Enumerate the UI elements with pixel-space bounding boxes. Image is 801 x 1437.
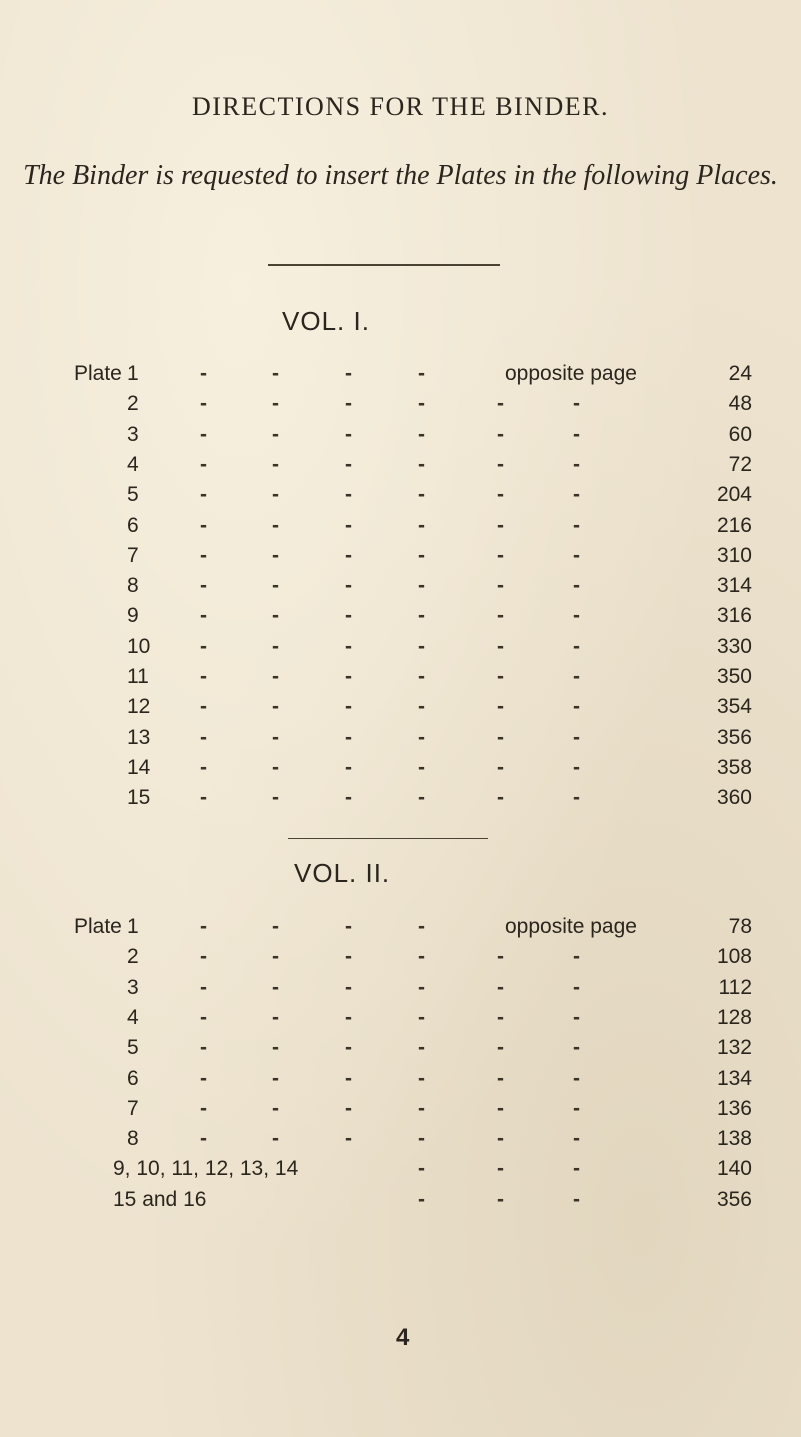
- page-number: 360: [716, 786, 752, 810]
- leader-dash: -: [200, 362, 207, 385]
- plate-row: [0, 362, 801, 393]
- page-number: 72: [728, 452, 752, 476]
- leader-dash: -: [497, 786, 504, 810]
- plate-row: [0, 574, 801, 605]
- plate-number: 13: [127, 725, 151, 749]
- leader-dash: -: [418, 634, 425, 658]
- leader-dash: -: [200, 513, 207, 537]
- leader-dash: -: [573, 755, 580, 779]
- leader-dash: -: [497, 945, 504, 969]
- leader-dash: -: [573, 1187, 580, 1211]
- plate-number: 5: [127, 483, 139, 507]
- page-number: 316: [716, 604, 752, 628]
- binder-note: The Binder is requested to insert the Plates in the following Places.: [23, 160, 778, 191]
- leader-dash: -: [345, 1005, 352, 1029]
- plate-row: [0, 514, 801, 545]
- page-number: 358: [716, 755, 752, 779]
- leader-dash: -: [497, 422, 504, 446]
- plate-row: [0, 544, 801, 575]
- leader-dash: -: [573, 695, 580, 719]
- leader-dash: -: [200, 574, 207, 598]
- leader-dash: -: [497, 392, 504, 416]
- leader-dash: -: [573, 1096, 580, 1120]
- leader-dash: -: [345, 634, 352, 658]
- plate-number: 14: [127, 755, 151, 779]
- plate-row: [0, 945, 801, 976]
- leader-dash: -: [345, 915, 352, 938]
- plate-number: 10: [127, 634, 151, 658]
- plate-number: 4: [127, 452, 139, 476]
- leader-dash: -: [345, 725, 352, 749]
- leader-dash: -: [200, 392, 207, 416]
- leader-dash: -: [200, 543, 207, 567]
- leader-dash: -: [272, 543, 279, 567]
- page-number: 24: [728, 362, 752, 385]
- page-number: 48: [728, 392, 752, 416]
- leader-dash: -: [418, 543, 425, 567]
- leader-dash: -: [418, 945, 425, 969]
- plate-row: [0, 1067, 801, 1098]
- plate-row: [0, 1157, 801, 1188]
- page-number: 216: [716, 513, 752, 537]
- plate-number: 11: [127, 665, 149, 688]
- leader-dash: -: [497, 483, 504, 507]
- plate-row: [0, 1006, 801, 1037]
- page-heading: DIRECTIONS FOR THE BINDER.: [192, 92, 609, 121]
- plate-row: [0, 786, 801, 817]
- leader-dash: -: [345, 422, 352, 446]
- leader-dash: -: [200, 1005, 207, 1029]
- leader-dash: -: [497, 574, 504, 598]
- leader-dash: -: [200, 945, 207, 969]
- plate-number: 7: [127, 543, 139, 567]
- plate-number: 7: [127, 1096, 139, 1120]
- volume-2-title: VOL. II.: [294, 858, 391, 888]
- leader-dash: -: [497, 604, 504, 628]
- plate-number: 4: [127, 1005, 139, 1029]
- leader-dash: -: [497, 1187, 504, 1211]
- leader-dash: -: [497, 1066, 504, 1090]
- leader-dash: -: [272, 975, 279, 999]
- page-number: 140: [716, 1157, 752, 1181]
- page-number: 78: [728, 915, 752, 938]
- plate-row: [0, 483, 801, 514]
- leader-dash: -: [345, 604, 352, 628]
- leader-dash: -: [418, 574, 425, 598]
- plate-row: [0, 453, 801, 484]
- leader-dash: -: [345, 362, 352, 385]
- plate-number: 5: [127, 1036, 139, 1060]
- page-number: 356: [716, 1187, 752, 1211]
- leader-dash: -: [200, 755, 207, 779]
- leader-dash: -: [345, 452, 352, 476]
- plate-number: 2: [127, 945, 139, 969]
- plate-row: [0, 915, 801, 946]
- leader-dash: -: [573, 452, 580, 476]
- leader-dash: -: [345, 483, 352, 507]
- leader-dash: -: [200, 975, 207, 999]
- plate-row: [0, 635, 801, 666]
- plate-number: 8: [127, 574, 139, 598]
- leader-dash: -: [418, 915, 425, 938]
- leader-dash: -: [200, 665, 207, 688]
- leader-dash: -: [200, 604, 207, 628]
- leader-dash: -: [573, 1005, 580, 1029]
- leader-dash: -: [418, 1036, 425, 1060]
- leader-dash: -: [418, 513, 425, 537]
- page-number: 60: [728, 422, 752, 446]
- leader-dash: -: [272, 362, 279, 385]
- leader-dash: -: [200, 1096, 207, 1120]
- leader-dash: -: [200, 1036, 207, 1060]
- leader-dash: -: [272, 695, 279, 719]
- leader-dash: -: [497, 695, 504, 719]
- leader-dash: -: [272, 513, 279, 537]
- leader-dash: -: [497, 1036, 504, 1060]
- leader-dash: -: [272, 452, 279, 476]
- leader-dash: -: [573, 1036, 580, 1060]
- plate-row: [0, 1127, 801, 1158]
- leader-dash: -: [497, 1005, 504, 1029]
- leader-dash: -: [497, 634, 504, 658]
- leader-dash: -: [345, 975, 352, 999]
- plate-number: 3: [127, 975, 139, 999]
- leader-dash: -: [200, 452, 207, 476]
- leader-dash: -: [418, 604, 425, 628]
- plate-row: [0, 423, 801, 454]
- leader-dash: -: [418, 695, 425, 719]
- leader-dash: -: [272, 915, 279, 938]
- leader-dash: -: [272, 1005, 279, 1029]
- leader-dash: -: [573, 1157, 580, 1181]
- plate-number: 12: [127, 695, 151, 719]
- leader-dash: -: [497, 452, 504, 476]
- leader-dash: -: [418, 975, 425, 999]
- plate-number: 2: [127, 392, 139, 416]
- leader-dash: -: [418, 452, 425, 476]
- leader-dash: -: [345, 574, 352, 598]
- leader-dash: -: [418, 1157, 425, 1181]
- leader-dash: -: [573, 725, 580, 749]
- leader-dash: -: [272, 755, 279, 779]
- plate-number: 6: [127, 513, 139, 537]
- plate-row: [0, 695, 801, 726]
- leader-dash: -: [418, 1005, 425, 1029]
- leader-dash: -: [200, 483, 207, 507]
- page-number: 204: [716, 483, 752, 507]
- leader-dash: -: [200, 634, 207, 658]
- plate-number: 15: [127, 786, 151, 810]
- leader-dash: -: [345, 695, 352, 719]
- leader-dash: -: [573, 513, 580, 537]
- leader-dash: -: [272, 1036, 279, 1060]
- page-number: 350: [716, 665, 752, 688]
- leader-dash: -: [272, 392, 279, 416]
- leader-dash: -: [272, 604, 279, 628]
- opposite-page-label: opposite page: [505, 915, 637, 938]
- plate-row: [0, 392, 801, 423]
- leader-dash: -: [573, 786, 580, 810]
- leader-dash: -: [272, 1066, 279, 1090]
- page-number-footer: 4: [396, 1324, 410, 1351]
- leader-dash: -: [200, 422, 207, 446]
- leader-dash: -: [272, 634, 279, 658]
- plate-row: [0, 1188, 801, 1219]
- leader-dash: -: [272, 1127, 279, 1151]
- leader-dash: -: [573, 634, 580, 658]
- plate-number: 15 and 16: [113, 1187, 207, 1211]
- leader-dash: -: [497, 725, 504, 749]
- leader-dash: -: [200, 725, 207, 749]
- leader-dash: -: [272, 574, 279, 598]
- leader-dash: -: [200, 786, 207, 810]
- leader-dash: -: [272, 945, 279, 969]
- leader-dash: -: [497, 665, 504, 688]
- leader-dash: -: [345, 945, 352, 969]
- page-number: 138: [716, 1127, 752, 1151]
- page-number: 108: [716, 945, 752, 969]
- leader-dash: -: [272, 665, 279, 688]
- plate-number: 8: [127, 1127, 139, 1151]
- leader-dash: -: [418, 725, 425, 749]
- leader-dash: -: [418, 422, 425, 446]
- leader-dash: -: [573, 975, 580, 999]
- leader-dash: -: [418, 362, 425, 385]
- plate-row: [0, 665, 801, 696]
- leader-dash: -: [418, 1127, 425, 1151]
- leader-dash: -: [573, 422, 580, 446]
- volume-1-title: VOL. I.: [282, 306, 370, 336]
- page-number: 136: [716, 1096, 752, 1120]
- leader-dash: -: [573, 483, 580, 507]
- plate-number: 3: [127, 422, 139, 446]
- leader-dash: -: [573, 543, 580, 567]
- leader-dash: -: [345, 1127, 352, 1151]
- page-number: 314: [716, 574, 752, 598]
- plate-number: 9, 10, 11, 12, 13, 14: [113, 1157, 299, 1181]
- page-number: 128: [716, 1005, 752, 1029]
- page-number: 112: [718, 975, 752, 999]
- leader-dash: -: [497, 755, 504, 779]
- leader-dash: -: [573, 1127, 580, 1151]
- leader-dash: -: [418, 1187, 425, 1211]
- page-number: 354: [716, 695, 752, 719]
- plate-number: 6: [127, 1066, 139, 1090]
- leader-dash: -: [345, 392, 352, 416]
- leader-dash: -: [573, 1066, 580, 1090]
- leader-dash: -: [573, 945, 580, 969]
- leader-dash: -: [272, 1096, 279, 1120]
- plate-label: Plate: [74, 362, 122, 385]
- leader-dash: -: [418, 665, 425, 688]
- leader-dash: -: [345, 665, 352, 688]
- plate-row: [0, 726, 801, 757]
- leader-dash: -: [497, 975, 504, 999]
- plate-row: [0, 1036, 801, 1067]
- leader-dash: -: [497, 513, 504, 537]
- leader-dash: -: [497, 1096, 504, 1120]
- plate-row: [0, 976, 801, 1007]
- middle-divider: [288, 838, 488, 839]
- plate-number: 1: [127, 915, 139, 938]
- leader-dash: -: [200, 915, 207, 938]
- page-number: 310: [716, 543, 752, 567]
- leader-dash: -: [272, 725, 279, 749]
- plate-number: 1: [127, 362, 139, 385]
- leader-dash: -: [497, 1127, 504, 1151]
- leader-dash: -: [345, 755, 352, 779]
- plate-row: [0, 756, 801, 787]
- plate-number: 9: [127, 604, 139, 628]
- page-number: 330: [716, 634, 752, 658]
- leader-dash: -: [345, 1066, 352, 1090]
- leader-dash: -: [200, 695, 207, 719]
- plate-row: [0, 1097, 801, 1128]
- leader-dash: -: [345, 1036, 352, 1060]
- leader-dash: -: [497, 543, 504, 567]
- plate-row: [0, 604, 801, 635]
- leader-dash: -: [345, 1096, 352, 1120]
- leader-dash: -: [418, 1096, 425, 1120]
- leader-dash: -: [418, 483, 425, 507]
- leader-dash: -: [345, 543, 352, 567]
- leader-dash: -: [345, 786, 352, 810]
- plate-label: Plate: [74, 915, 122, 938]
- leader-dash: -: [272, 483, 279, 507]
- leader-dash: -: [345, 513, 352, 537]
- leader-dash: -: [573, 665, 580, 688]
- leader-dash: -: [418, 786, 425, 810]
- leader-dash: -: [418, 1066, 425, 1090]
- leader-dash: -: [200, 1127, 207, 1151]
- top-divider: [268, 264, 500, 266]
- leader-dash: -: [497, 1157, 504, 1181]
- leader-dash: -: [272, 422, 279, 446]
- leader-dash: -: [573, 604, 580, 628]
- leader-dash: -: [573, 574, 580, 598]
- leader-dash: -: [573, 392, 580, 416]
- leader-dash: -: [418, 392, 425, 416]
- leader-dash: -: [418, 755, 425, 779]
- page-number: 132: [716, 1036, 752, 1060]
- leader-dash: -: [272, 786, 279, 810]
- opposite-page-label: opposite page: [505, 362, 637, 385]
- page-number: 356: [716, 725, 752, 749]
- page-number: 134: [716, 1066, 752, 1090]
- leader-dash: -: [200, 1066, 207, 1090]
